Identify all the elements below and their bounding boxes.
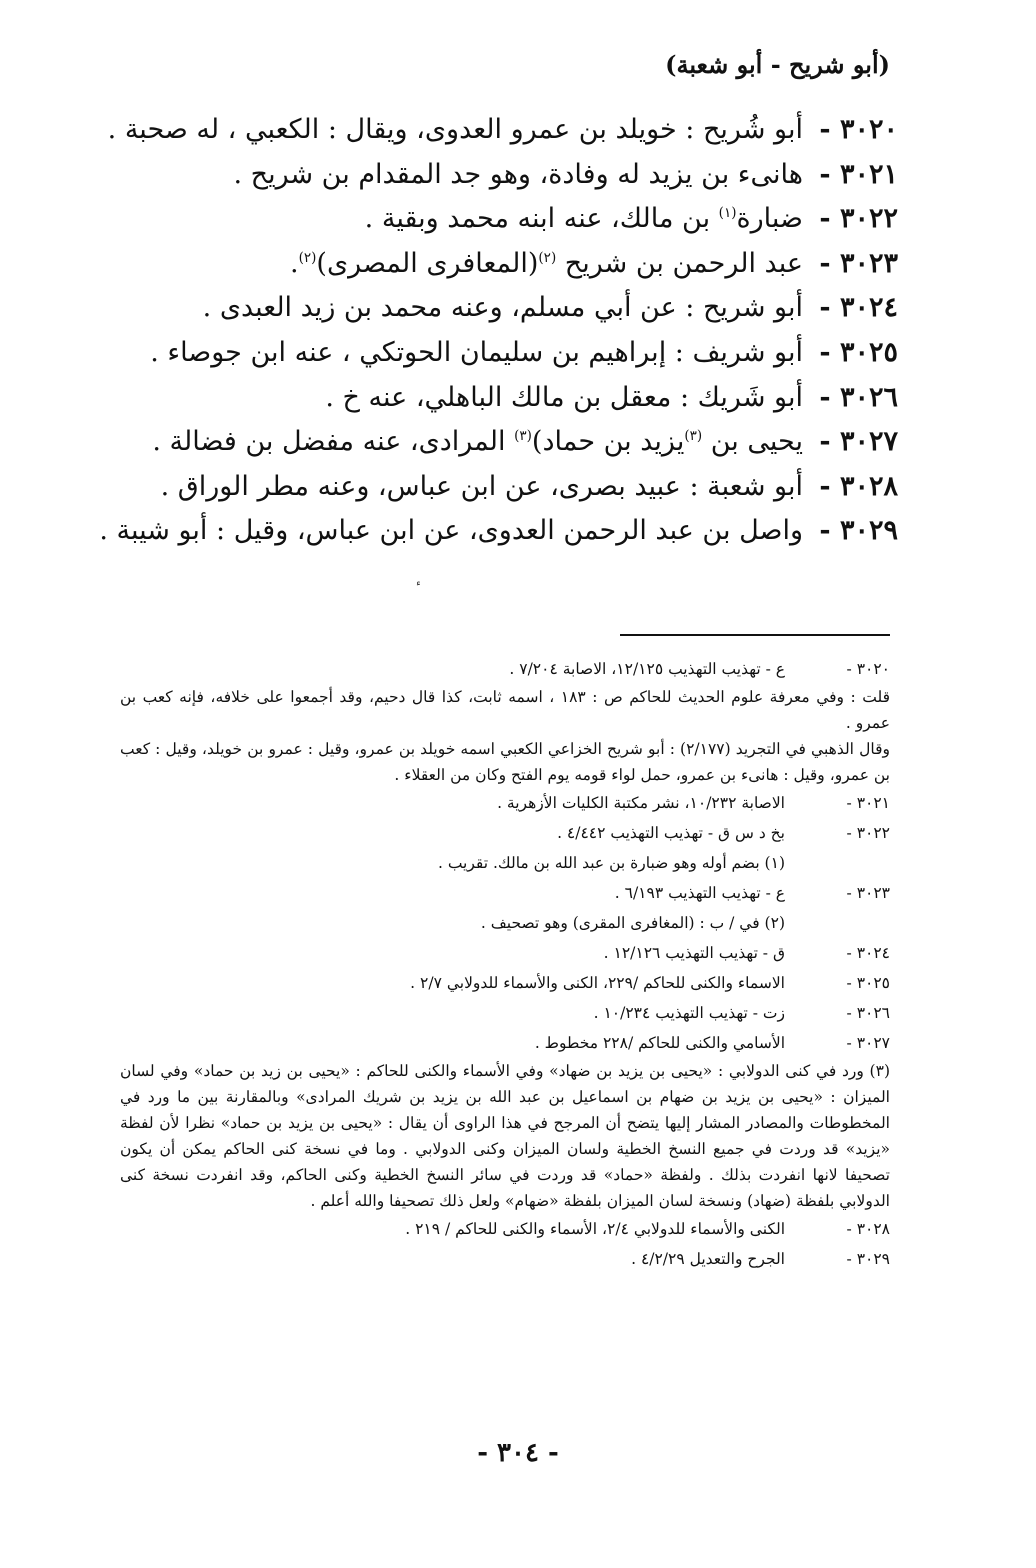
- note-row: [120, 968, 890, 998]
- entry-text-segment: يحيى بن: [702, 426, 803, 458]
- entry-text-segment: المرادى، عنه مفضل بن فضالة .: [152, 426, 515, 458]
- entry-text: [365, 197, 803, 242]
- note-paragraph: (٣) ورد في كنى الدولابي : «يحيى بن يزيد بن ضهاد» وفي الأسماء والكنى للحاكم : «يحيى بن زيد بن حماد» وفي لسان الميزان : «يحيى بن يزيد بن ضهام بن اسماعيل بن عبد الله بن يزيد بن شريك المرادى» وبالمقارنة بين ما ورد في المخطوطات والمصادر المشار إليها يتضح أن المرجح في هذا الراوى أن يقال : «يحيى بن يزيد بن حماد» نظرا لأن لفظة «يزيد» قد وردت في جميع النسخ الخطية ولسان الميزان وكنى الدولابي . وما في نسخة كنى الحاكم يمكن أن يكون تصحيفا لانها انفردت بذلك . ولفظة «حماد» قد وردت في سائر النسخ الخطية وكنى الحاكم، وقد انفردت نسخة كنى الدولابي بلفظة (ضهاد) ونسخة لسان الميزان بلفظة «ضهام» ولعل ذلك تصحيفا والله أعلم .: [120, 1062, 890, 1210]
- entry-number: ٣٠٢٠ -: [819, 114, 898, 145]
- entry-text-segment: ضبارة: [736, 203, 803, 235]
- entry-text: [233, 153, 803, 198]
- entry-text: [325, 376, 803, 421]
- footnote-separator: [620, 634, 890, 636]
- note-number: ٣٠٢٠ -: [846, 660, 890, 678]
- running-header: (أبو شريح - أبو شعبة): [665, 50, 890, 79]
- entry-number: ٣٠٢٣ -: [819, 247, 898, 279]
- footnote-text: (١) بضم أوله وهو ضبارة بن عبد الله بن مالك. تقريب .: [437, 854, 785, 872]
- note-number: ٣٠٢٢ -: [846, 824, 890, 842]
- note-number: ٣٠٢٩ -: [846, 1250, 890, 1268]
- entry-text: [99, 509, 803, 554]
- footnote-marker: (٢): [538, 249, 557, 266]
- note-text: ع - تهذيب التهذيب ٦/١٩٣ .: [614, 884, 785, 902]
- note-row: [120, 878, 890, 908]
- note-text: ع - تهذيب التهذيب ١٢/١٢٥، الاصابة ٧/٢٠٤ .: [509, 660, 785, 678]
- entry-text-segment: .: [290, 247, 299, 279]
- note-row: [120, 654, 890, 684]
- note-number: ٣٠٢١ -: [846, 794, 890, 812]
- entry-row: [107, 108, 898, 153]
- note-text: الجرح والتعديل ٤/٢/٢٩ .: [631, 1250, 785, 1268]
- footnote-marker: (١): [718, 205, 737, 222]
- note-number: ٣٠٢٤ -: [846, 944, 890, 962]
- entry-number: ٣٠٢١ -: [819, 158, 898, 190]
- note-text: زت - تهذيب التهذيب ١٠/٢٣٤ .: [593, 1004, 785, 1022]
- note-paragraph: وقال الذهبي في التجريد (٢/١٧٧) : أبو شريح الخزاعي الكعبي اسمه خويلد بن عمرو، وقيل : عمرو بن خويلد، وقيل : كعب بن عمرو، وقيل : هانىء بن عمرو، حمل لواء قومه يوم الفتح وكان من العقلاء .: [120, 740, 890, 784]
- entry-row: [118, 286, 898, 331]
- note-paragraph: قلت : وفي معرفة علوم الحديث للحاكم ص : ١٨٣ ، اسمه ثابت، كذا قال دحيم، وقد أجمعوا على خلافه، فإنه كعب بن عمرو .: [120, 688, 890, 732]
- note-text: الاصابة ١٠/٢٣٢، نشر مكتبة الكليات الأزهرية .: [497, 794, 785, 812]
- note-number: ٣٠٢٧ -: [846, 1034, 890, 1052]
- entry-number: ٣٠٢٧ -: [819, 426, 898, 458]
- entry-number: ٣٠٢٦ -: [819, 381, 898, 413]
- entry-text: [161, 465, 803, 510]
- entry-text: [152, 420, 803, 465]
- entry-text-segment: أبو شريح : عن أبي مسلم، وعنه محمد بن زيد العبدى .: [202, 292, 803, 324]
- note-text: ق - تهذيب التهذيب ١٢/١٢٦ .: [603, 944, 785, 962]
- entry-row: [118, 465, 898, 510]
- note-text: بخ د س ق - تهذيب التهذيب ٤/٤٤٢ .: [557, 824, 785, 842]
- note-number: ٣٠٢٦ -: [846, 1004, 890, 1022]
- entry-row: [99, 509, 898, 554]
- entry-text: [290, 242, 803, 287]
- footnote-marker: (٢): [298, 249, 317, 266]
- note-number: ٣٠٢٨ -: [846, 1220, 890, 1238]
- note-row: [120, 998, 890, 1028]
- note-row: [120, 1214, 890, 1244]
- entry-text-segment: أبو شُريح : خويلد بن عمرو العدوى، ويقال : الكعبي ، له صحبة .: [107, 114, 803, 145]
- entry-number: ٣٠٢٤ -: [819, 292, 898, 324]
- entry-row: [118, 153, 898, 198]
- entry-row: [118, 331, 898, 376]
- entry-text-segment: واصل بن عبد الرحمن العدوى، عن ابن عباس، وقيل : أبو شيبة .: [99, 515, 803, 547]
- footnote-marker: (٣): [514, 428, 532, 445]
- entry-text-segment: أبو شَريك : معقل بن مالك الباهلي، عنه خ .: [325, 381, 803, 413]
- entry-text: [203, 286, 803, 331]
- entry-row: [118, 420, 898, 465]
- note-text: الاسماء والكنى للحاكم /٢٢٩، الكنى والأسماء للدولابي ٢/٧ .: [410, 974, 785, 992]
- entry-number: ٣٠٢٥ -: [819, 336, 898, 368]
- entry-text-segment: أبو شريف : إبراهيم بن سليمان الحوتكي ، عنه ابن جوصاء .: [150, 336, 803, 368]
- entry-row: [118, 376, 898, 421]
- entry-row: [118, 242, 898, 287]
- entries-list: [99, 108, 898, 554]
- note-text: الأسامي والكنى للحاكم /٢٢٨ مخطوط .: [534, 1034, 785, 1052]
- entry-text: [150, 331, 803, 376]
- entry-text: [108, 108, 803, 153]
- footnote-marker: (٣): [684, 428, 703, 445]
- entry-text-segment: هانىء بن يزيد له وفادة، وهو جد المقدام بن شريح .: [233, 158, 803, 190]
- entry-text-segment: (المعافرى المصرى): [316, 247, 539, 279]
- entry-number: ٣٠٢٨ -: [819, 470, 898, 502]
- note-number: ٣٠٢٥ -: [846, 974, 890, 992]
- note-row: [120, 1244, 890, 1274]
- entry-text-segment: عبد الرحمن بن شريح: [556, 247, 803, 279]
- entry-text-segment: يزيد بن حماد): [531, 426, 685, 458]
- note-row: [120, 788, 890, 818]
- footnote-text: (٢) في / ب : (المغافرى المقرى) وهو تصحيف .: [480, 914, 785, 932]
- entry-row: [118, 197, 898, 242]
- note-text: الكنى والأسماء للدولابي ٢/٤، الأسماء والكنى للحاكم / ٢١٩ .: [405, 1220, 785, 1238]
- entry-number: ٣٠٢٢ -: [819, 203, 898, 235]
- note-row: [120, 938, 890, 968]
- notes-section: [120, 654, 890, 1274]
- entry-number: ٣٠٢٩ -: [819, 515, 898, 547]
- entry-text-segment: بن مالك، عنه ابنه محمد وبقية .: [364, 203, 719, 235]
- note-number: ٣٠٢٣ -: [846, 884, 890, 902]
- note-row: [120, 818, 890, 848]
- entry-text-segment: أبو شعبة : عبيد بصرى، عن ابن عباس، وعنه مطر الوراق .: [160, 470, 803, 502]
- note-row: [120, 1028, 890, 1058]
- page-number: - ٣٠٤ -: [477, 1438, 559, 1468]
